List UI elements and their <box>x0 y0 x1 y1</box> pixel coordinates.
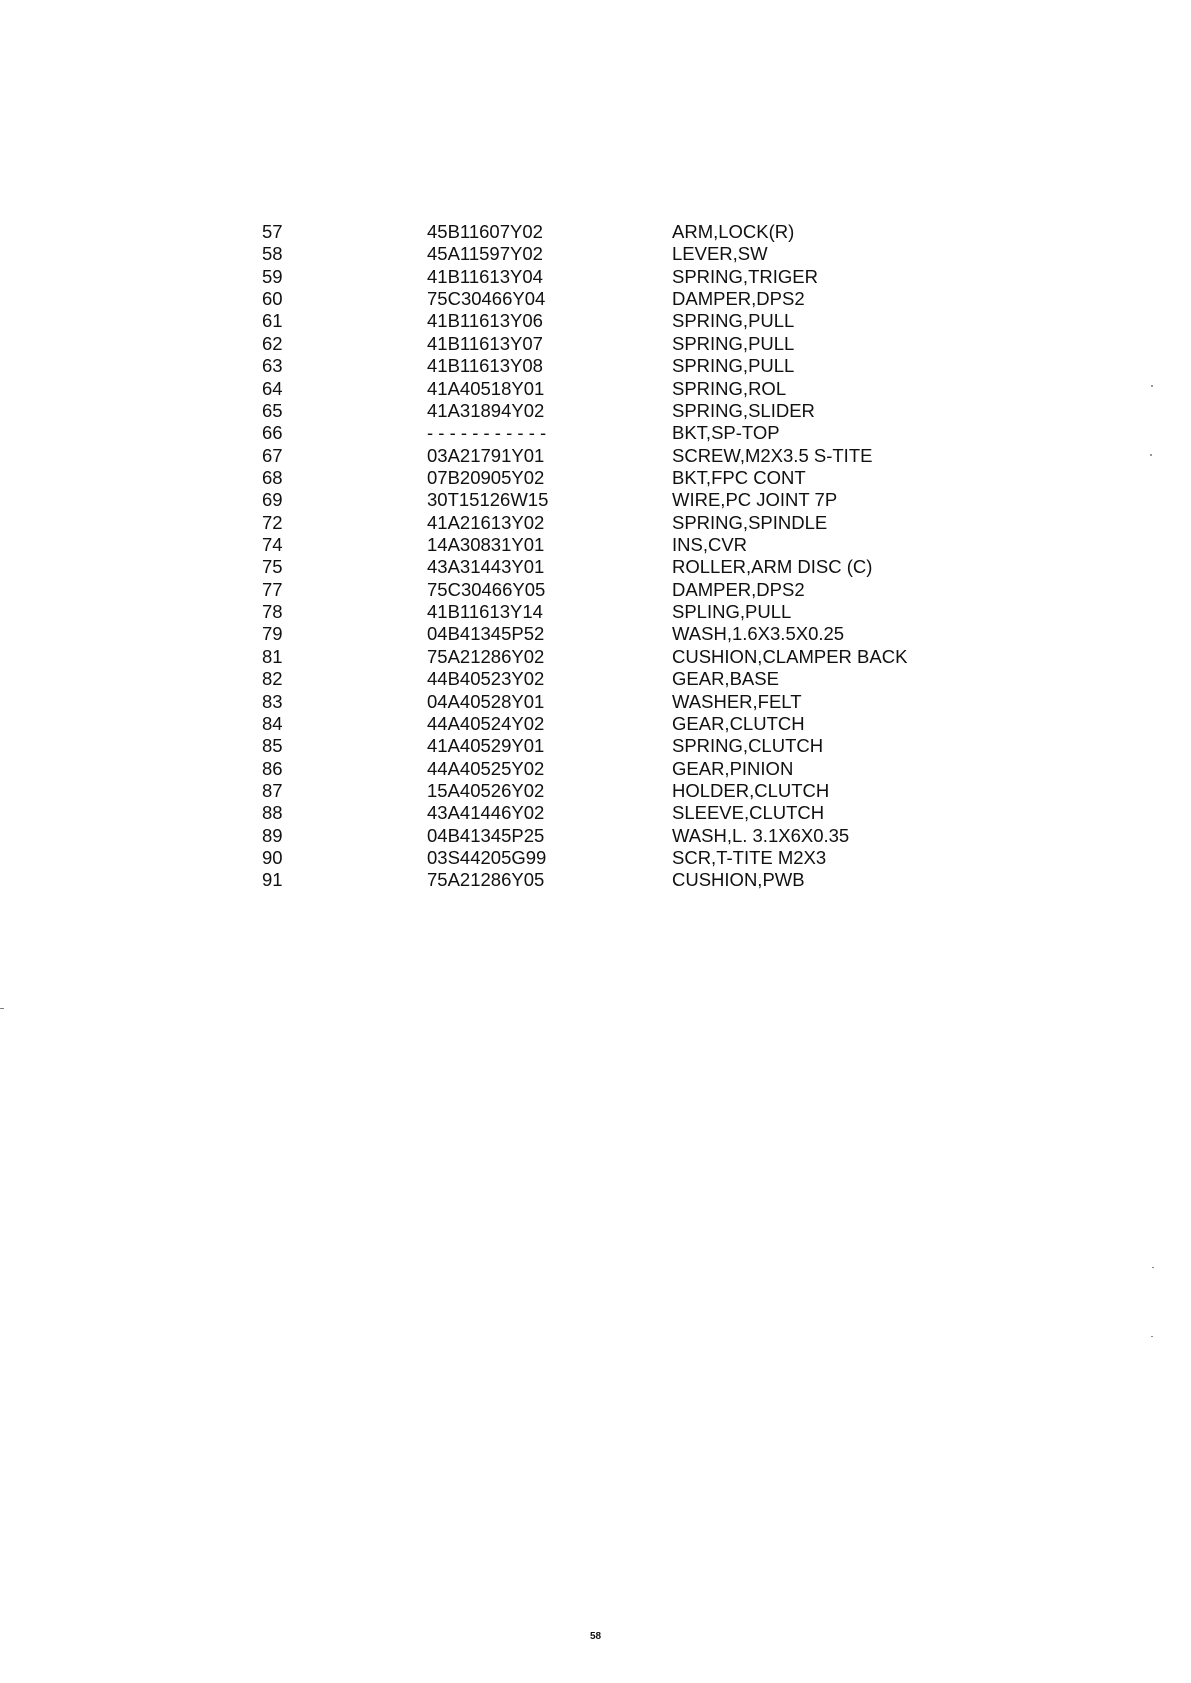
item-number: 74 <box>262 534 283 556</box>
part-description: LEVER,SW <box>672 243 768 265</box>
part-description: BKT,FPC CONT <box>672 466 806 488</box>
part-number: 44A40525Y02 <box>427 757 545 779</box>
part-number: 43A41446Y02 <box>427 802 545 824</box>
part-description: WASH,L. 3.1X6X0.35 <box>672 824 850 846</box>
item-number: 68 <box>262 466 283 488</box>
part-number: 03S44205G99 <box>427 847 547 869</box>
parts-row <box>0 512 1191 534</box>
part-number: 75C30466Y04 <box>427 288 546 310</box>
part-description: GEAR,CLUTCH <box>672 712 805 734</box>
part-description: SPRING,TRIGER <box>672 265 818 287</box>
part-description: ROLLER,ARM DISC (C) <box>672 556 873 578</box>
parts-row <box>0 400 1191 422</box>
scan-speck <box>1151 1336 1153 1337</box>
part-description: SPRING,PULL <box>672 310 795 332</box>
part-number: 04A40528Y01 <box>427 690 545 712</box>
item-number: 85 <box>262 735 283 757</box>
part-description: SPRING,PULL <box>672 332 795 354</box>
scan-speck <box>1150 454 1152 456</box>
part-number: 04B41345P25 <box>427 824 545 846</box>
part-number: 41B11613Y14 <box>427 601 543 623</box>
parts-row <box>0 869 1191 891</box>
part-description: GEAR,PINION <box>672 757 794 779</box>
part-description: WASH,1.6X3.5X0.25 <box>672 623 845 645</box>
parts-row <box>0 802 1191 824</box>
part-number: 75A21286Y05 <box>427 869 545 891</box>
item-number: 75 <box>262 556 283 578</box>
item-number: 77 <box>262 578 283 600</box>
parts-row <box>0 489 1191 511</box>
parts-row <box>0 668 1191 690</box>
parts-row <box>0 847 1191 869</box>
parts-row <box>0 713 1191 735</box>
part-description: INS,CVR <box>672 534 748 556</box>
parts-row <box>0 333 1191 355</box>
scan-speck <box>0 1008 4 1009</box>
parts-row <box>0 266 1191 288</box>
parts-row <box>0 378 1191 400</box>
parts-row <box>0 288 1191 310</box>
parts-row <box>0 355 1191 377</box>
parts-row <box>0 735 1191 757</box>
item-number: 65 <box>262 399 283 421</box>
parts-row <box>0 780 1191 802</box>
part-description: SPRING,PULL <box>672 355 795 377</box>
part-number: 75C30466Y05 <box>427 578 546 600</box>
page-number: 58 <box>590 1631 602 1642</box>
part-number: 44A40524Y02 <box>427 712 545 734</box>
part-description: SCREW,M2X3.5 S-TITE <box>672 444 873 466</box>
item-number: 91 <box>262 869 283 891</box>
part-number: 30T15126W15 <box>427 489 549 511</box>
item-number: 89 <box>262 824 283 846</box>
parts-row <box>0 445 1191 467</box>
part-number: 03A21791Y01 <box>427 444 545 466</box>
item-number: 59 <box>262 265 283 287</box>
item-number: 82 <box>262 668 283 690</box>
part-number: 41B11613Y08 <box>427 355 543 377</box>
item-number: 66 <box>262 422 283 444</box>
item-number: 79 <box>262 623 283 645</box>
part-description: DAMPER,DPS2 <box>672 288 805 310</box>
parts-row <box>0 601 1191 623</box>
part-number: 04B41345P52 <box>427 623 545 645</box>
item-number: 67 <box>262 444 283 466</box>
item-number: 61 <box>262 310 283 332</box>
part-number: 14A30831Y01 <box>427 534 545 556</box>
part-description: CUSHION,CLAMPER BACK <box>672 645 908 667</box>
part-number: 41A31894Y02 <box>427 399 545 421</box>
part-description: SLEEVE,CLUTCH <box>672 802 825 824</box>
parts-list <box>0 221 1191 892</box>
part-description: SPRING,SPINDLE <box>672 511 828 533</box>
parts-row <box>0 467 1191 489</box>
item-number: 63 <box>262 355 283 377</box>
item-number: 88 <box>262 802 283 824</box>
part-number: - - - - - - - - - - - <box>427 422 547 444</box>
part-number: 15A40526Y02 <box>427 779 545 801</box>
part-description: HOLDER,CLUTCH <box>672 779 830 801</box>
parts-row <box>0 825 1191 847</box>
item-number: 62 <box>262 332 283 354</box>
item-number: 84 <box>262 712 283 734</box>
parts-row <box>0 556 1191 578</box>
parts-row <box>0 221 1191 243</box>
parts-row <box>0 623 1191 645</box>
part-number: 44B40523Y02 <box>427 668 545 690</box>
part-description: GEAR,BASE <box>672 668 779 690</box>
part-number: 45B11607Y02 <box>427 221 543 242</box>
item-number: 69 <box>262 489 283 511</box>
parts-row <box>0 691 1191 713</box>
part-description: WIRE,PC JOINT 7P <box>672 489 838 511</box>
parts-row <box>0 758 1191 780</box>
parts-row <box>0 579 1191 601</box>
item-number: 58 <box>262 243 283 265</box>
part-number: 07B20905Y02 <box>427 466 545 488</box>
part-description: ARM,LOCK(R) <box>672 221 795 242</box>
part-description: CUSHION,PWB <box>672 869 805 891</box>
item-number: 86 <box>262 757 283 779</box>
item-number: 87 <box>262 779 283 801</box>
part-number: 41A40518Y01 <box>427 377 545 399</box>
part-description: BKT,SP-TOP <box>672 422 780 444</box>
item-number: 57 <box>262 221 283 242</box>
part-description: DAMPER,DPS2 <box>672 578 805 600</box>
parts-row <box>0 534 1191 556</box>
part-number: 75A21286Y02 <box>427 645 545 667</box>
part-description: SPRING,SLIDER <box>672 399 815 421</box>
part-number: 45A11597Y02 <box>427 243 543 265</box>
part-description: SCR,T-TITE M2X3 <box>672 847 827 869</box>
parts-row <box>0 646 1191 668</box>
parts-row <box>0 310 1191 332</box>
item-number: 72 <box>262 511 283 533</box>
part-number: 41A21613Y02 <box>427 511 545 533</box>
parts-row <box>0 422 1191 444</box>
item-number: 83 <box>262 690 283 712</box>
item-number: 64 <box>262 377 283 399</box>
part-description: SPLING,PULL <box>672 601 792 623</box>
item-number: 60 <box>262 288 283 310</box>
scan-speck <box>1152 1267 1154 1268</box>
item-number: 81 <box>262 645 283 667</box>
part-number: 41A40529Y01 <box>427 735 545 757</box>
scan-speck <box>1151 385 1153 387</box>
part-number: 41B11613Y06 <box>427 310 543 332</box>
part-number: 41B11613Y07 <box>427 332 543 354</box>
item-number: 90 <box>262 847 283 869</box>
part-description: SPRING,CLUTCH <box>672 735 824 757</box>
part-description: SPRING,ROL <box>672 377 787 399</box>
part-description: WASHER,FELT <box>672 690 802 712</box>
part-number: 41B11613Y04 <box>427 265 543 287</box>
part-number: 43A31443Y01 <box>427 556 545 578</box>
parts-row <box>0 243 1191 265</box>
item-number: 78 <box>262 601 283 623</box>
